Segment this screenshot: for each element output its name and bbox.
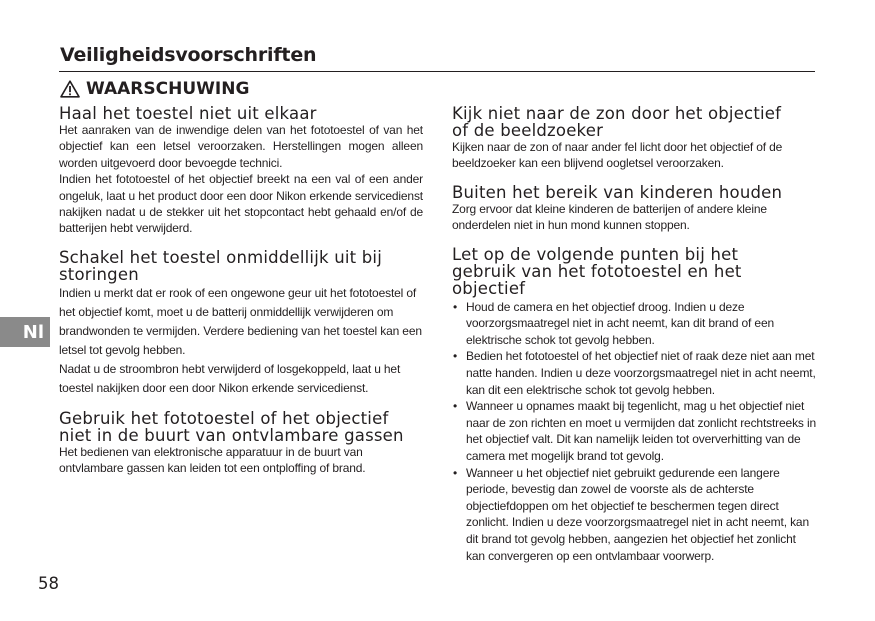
list-item: • Wanneer u het objectief niet gebruikt gedurende een langere periode, bevestig dan zowel de voorste als de achterste objectiefdoppen om het objectief te beschermen tegen direct zonlicht. Indien u deze voorzorgsmaatregel niet in acht neemt, kan dit brand tot gevolg hebben, aangezien het objectief het zonlicht kan convergeren op een ontvlambaar voorwerp. [452,465,816,565]
section-paragraph: Het bedienen van elektronische apparatuur in de buurt van ontvlambare gassen kan leiden tot een ontploffing of brand. [59,444,366,476]
title-divider [59,71,815,72]
section-paragraph: Indien u merkt dat er rook of een ongewone geur uit het fototoestel of het objectief komt, moet u de batterij onmiddellijk verwijderen om brandwonden te vermijden. Verdere bediening van het toestel kan een letsel tot gevolg hebben. [59,285,422,357]
section-heading: Haal het toestel niet uit elkaar [59,104,317,123]
list-item: • Wanneer u opnames maakt bij tegenlicht, mag u het objectief niet naar de zon richten en moet u vermijden dat zonlicht rechtstreeks in het objectief valt. Dit kan namelijk leiden tot oververhitting van de camera met mogelijk brand tot gevolg. [452,398,816,464]
left-column [59,105,423,477]
warning-label: WAARSCHUWING [86,79,250,99]
section-heading: Schakel het toestel onmiddellijk uit bij storingen [59,247,382,284]
section-children [452,184,816,234]
section-paragraph: Kijken naar de zon of naar ander fel licht door het objectief of de beeldzoeker kan een blijvend oogletsel veroorzaken. [452,140,783,171]
language-tab: Nl [0,317,50,347]
section-malfunction [59,249,423,398]
precautions-list [452,299,816,565]
list-item: • Houd de camera en het objectief droog. Indien u deze voorzorgsmaatregel niet in acht neemt, kan dit brand of een elektrische schok tot gevolg hebben. [452,299,816,349]
section-paragraph: Het aanraken van de inwendige delen van het fototoestel of van het objectief kan een letsel veroorzaken. Herstellingen mogen alleen worden uitgevoerd door bevoegde technici. [59,123,423,170]
page-number: 58 [38,574,59,593]
warning-banner [60,79,249,99]
section-heading: Let op de volgende punten bij het gebruik van het fototoestel en het objectief [452,244,742,298]
section-heading: Kijk niet naar de zon door het objectief of de beeldzoeker [452,104,782,140]
section-flammable-gas [59,410,423,477]
right-column [452,105,816,564]
section-paragraph: Nadat u de stroombron hebt verwijderd of losgekoppeld, laat u het toestel nakijken door een door Nikon erkende servicedienst. [59,361,401,395]
section-paragraph: Zorg ervoor dat kleine kinderen de batterijen of andere kleine onderdelen niet in hun mond kunnen stoppen. [452,201,767,233]
page-title: Veiligheidsvoorschriften [60,44,317,66]
warning-triangle-icon [60,80,80,98]
list-item: • Bedien het fototoestel of het objectief niet of raak deze niet aan met natte handen. Indien u deze voorzorgsmaatregel niet in acht neemt, kan dit een elektrische schok tot gevolg hebben. [452,348,816,398]
section-paragraph: Indien het fototoestel of het objectief breekt na een val of een ander ongeluk, laat u het product door een door Nikon erkende servicedienst nakijken nadat u de stekker uit het stopcontact hebt gehaald en/of de batterijen hebt verwijderd. [59,172,423,236]
section-disassembly [59,105,423,237]
section-usage-precautions [452,246,816,565]
section-heading: Buiten het bereik van kinderen houden [452,182,783,202]
section-sun [452,105,816,172]
section-heading: Gebruik het fototoestel of het objectief niet in de buurt van ontvlambare gassen [59,408,404,445]
